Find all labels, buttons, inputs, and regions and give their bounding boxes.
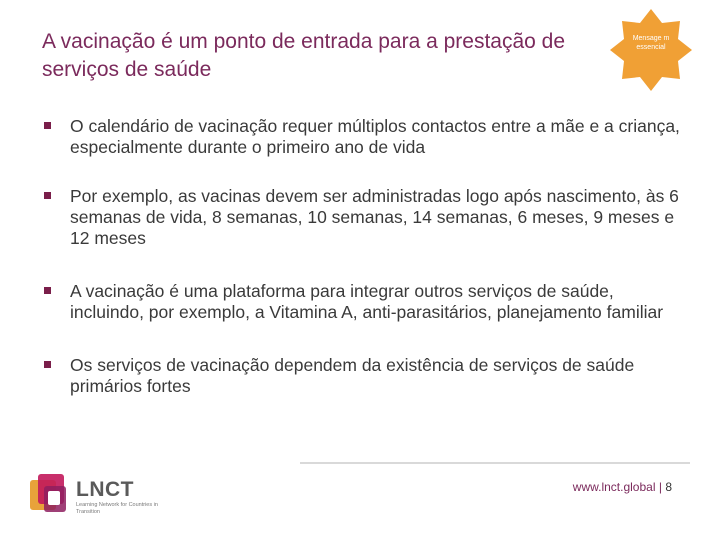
slide-title: A vacinação é um ponto de entrada para a prestação de serviços de saúde [42, 30, 566, 81]
bullet-square-icon [44, 287, 51, 294]
bullet-text: A vacinação é uma plataforma para integrar outros serviços de saúde, incluindo, por exemplo, a Vitamina A, anti-parasitários, planejamento familiar [70, 281, 664, 322]
bullet-item [44, 355, 684, 397]
logo-tagline: Learning Network for Countries in Transition [76, 502, 158, 515]
lnct-logo [28, 472, 168, 518]
badge-text: Mensage m essencial [632, 35, 670, 51]
bullet-item [44, 116, 684, 158]
footer-divider [300, 462, 690, 464]
bullet-square-icon [44, 122, 51, 129]
footer-separator: | [658, 480, 662, 494]
footer-url-link[interactable]: www.lnct.global [572, 480, 656, 494]
bullet-text: Os serviços de vacinação dependem da existência de serviços de saúde primários fortes [70, 355, 635, 396]
bullet-text: Por exemplo, as vacinas devem ser administradas logo após nascimento, às 6 semanas de vida, 8 semanas, 10 semanas, 14 semanas, 6 meses, 9 meses e 12 meses [70, 186, 679, 248]
bullet-square-icon [44, 192, 51, 199]
bullet-square-icon [44, 361, 51, 368]
logo-name: LNCT [76, 478, 134, 501]
page-number: 8 [665, 480, 672, 494]
lnct-logo-icon [28, 472, 72, 516]
bullet-list [44, 116, 684, 397]
bullet-item [44, 281, 684, 323]
key-message-badge [610, 9, 692, 91]
bullet-text: O calendário de vacinação requer múltiplos contactos entre a mãe e a criança, especialmente durante o primeiro ano de vida [70, 116, 680, 157]
bullet-item [44, 186, 684, 249]
footer-info [573, 480, 672, 494]
